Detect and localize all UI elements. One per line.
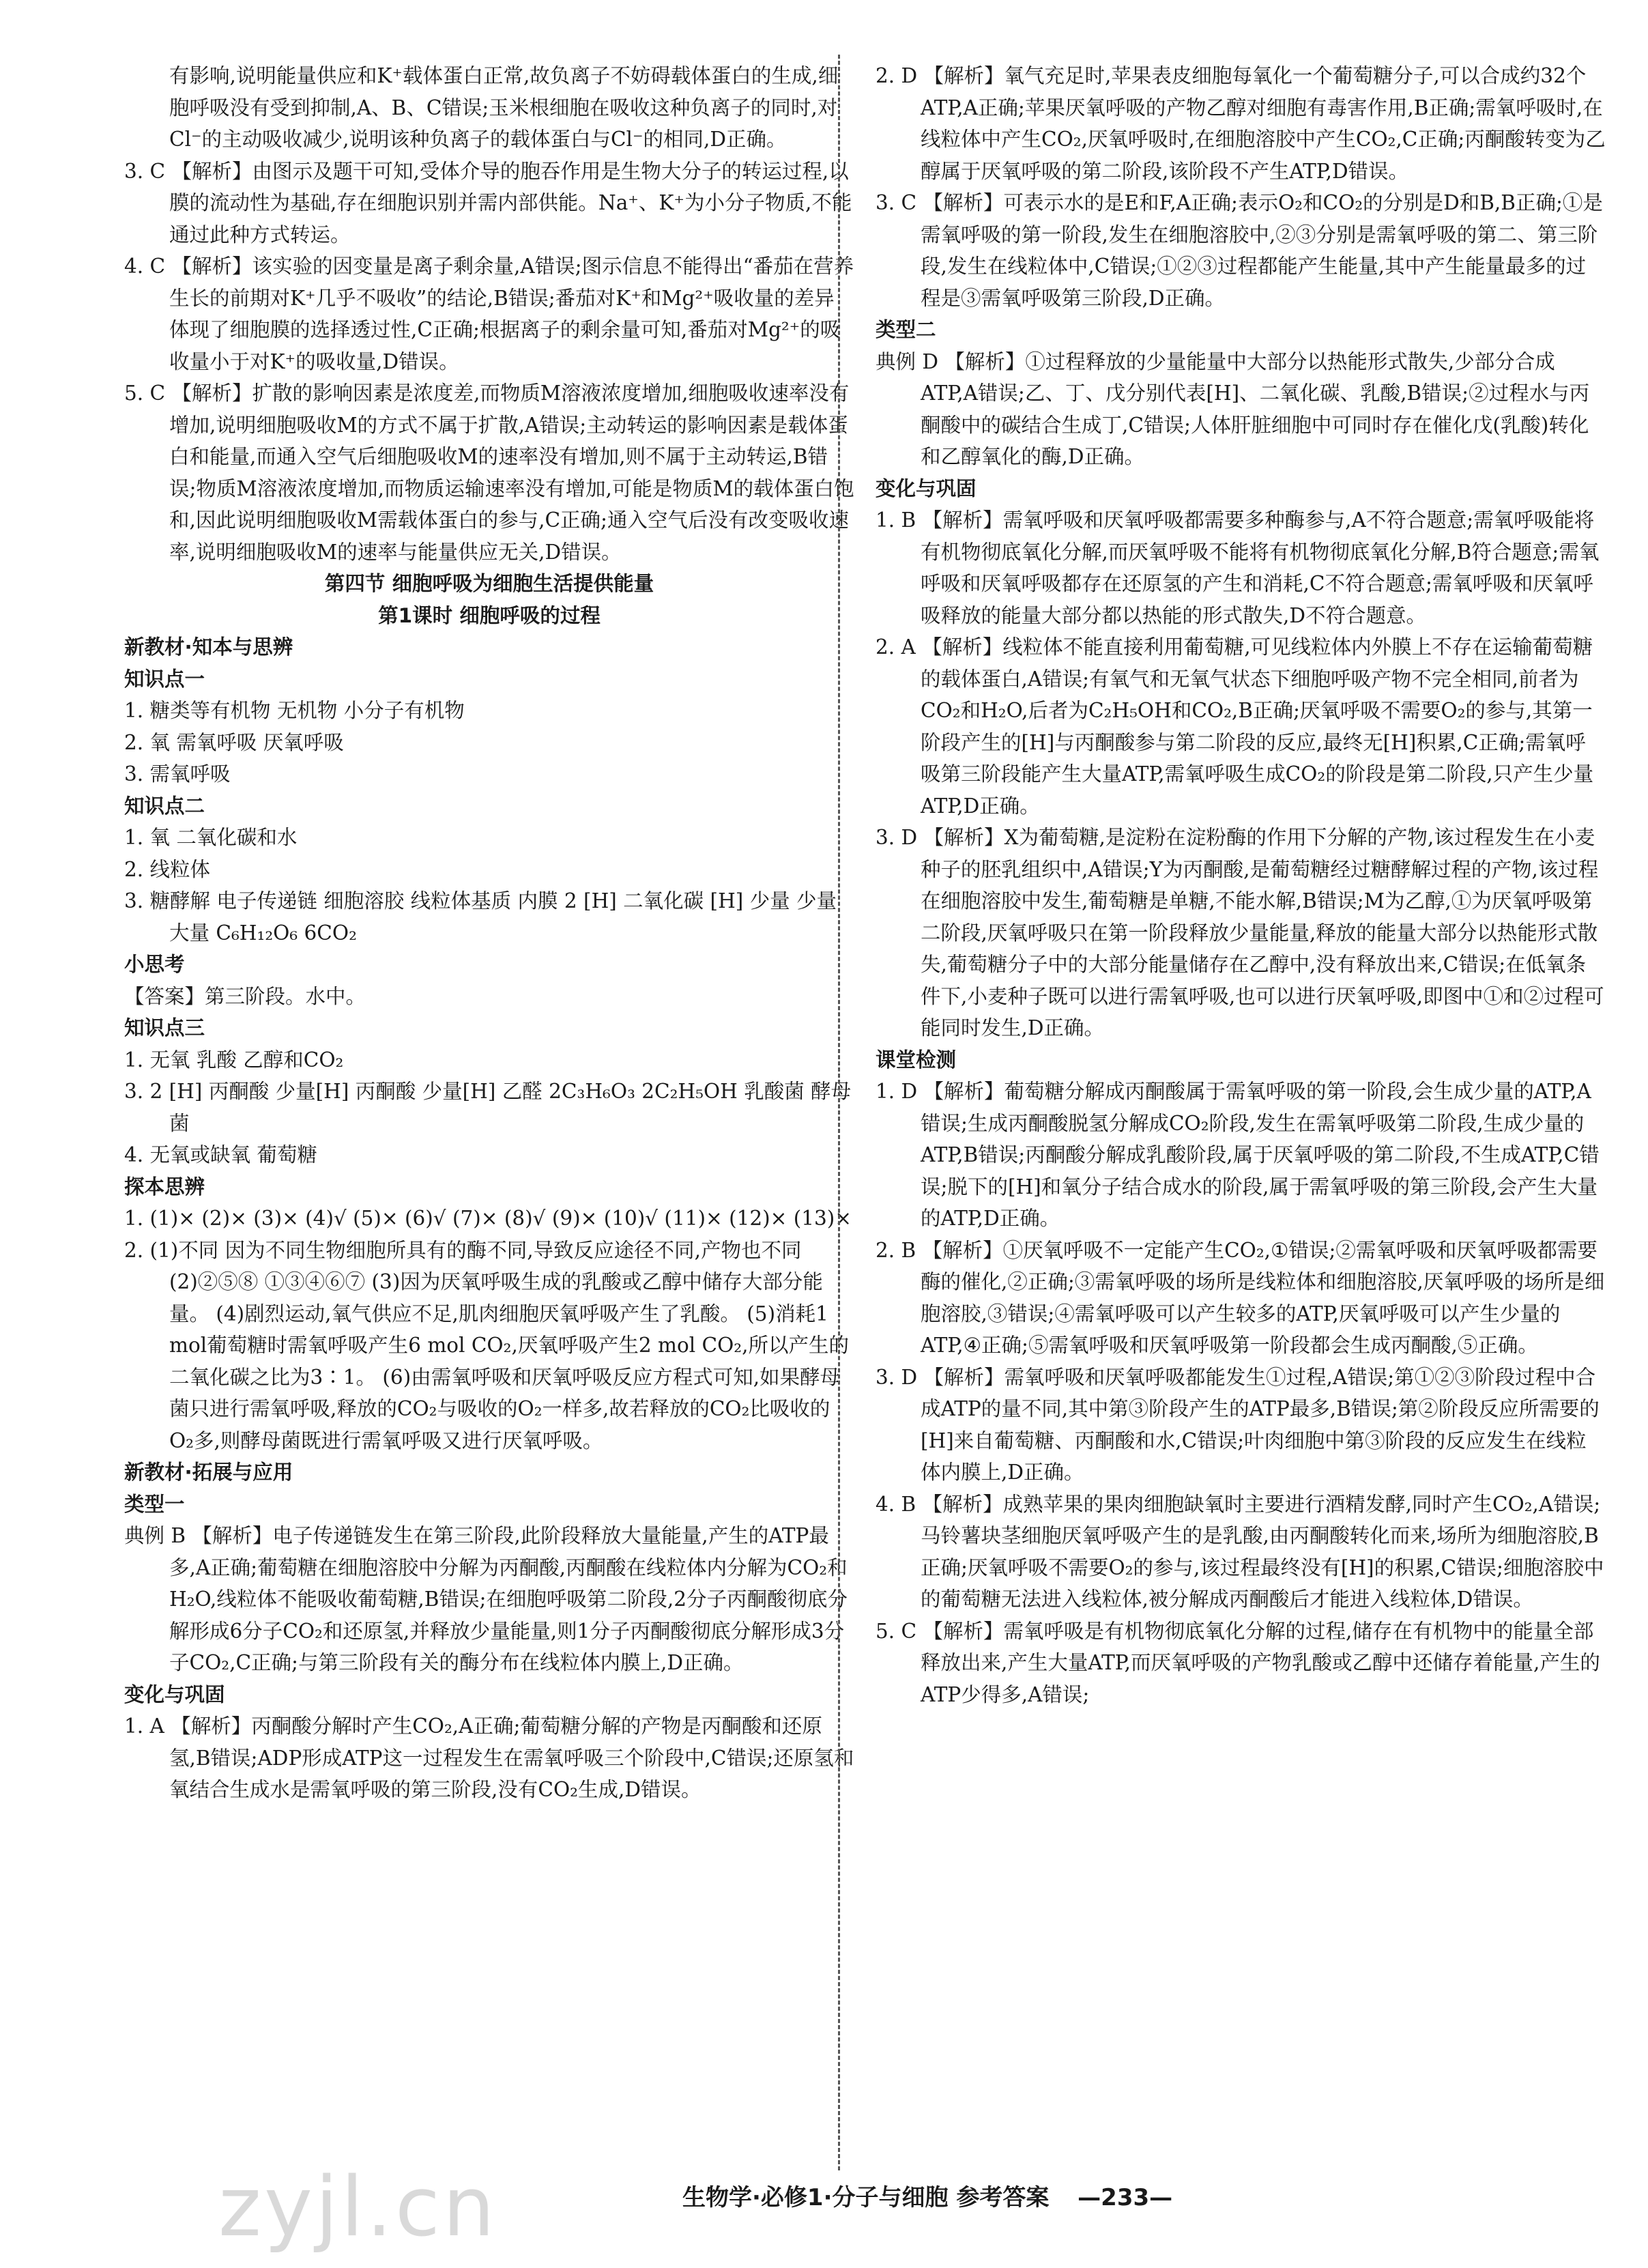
answer-item: 3. C 【解析】由图示及题干可知,受体介导的胞吞作用是生物大分子的转运过程,以膜的流动性为基础,存在细胞识别并需内部供能。Na⁺、K⁺为小分子物质,不能通过此种方式转运。 bbox=[124, 159, 852, 246]
watermark: zyjl.cn bbox=[218, 2160, 497, 2255]
lesson-title: 第1课时 细胞呼吸的过程 bbox=[378, 603, 601, 627]
section-heading: 知识点二 bbox=[124, 794, 205, 818]
answer-item: 4. B 【解析】成熟苹果的果肉细胞缺氧时主要进行酒精发酵,同时产生CO₂,A错误;马铃薯块茎细胞厌氧呼吸产生的是乳酸,由丙酮酸转化而来,场所为细胞溶胶,B正确;厌氧呼吸不需要O₂的参与,该过程最终没有[H]的积累,C错误;细胞溶胶中的葡萄糖无法进入线粒体,被分解成丙酮酸后才能进入线粒体,D错误。 bbox=[876, 1492, 1604, 1611]
page-footer bbox=[682, 2179, 1172, 2212]
answer-item: 3. 2 [H] 丙酮酸 少量[H] 丙酮酸 少量[H] 乙醛 2C₃H₆O₃ 2C₂H₅OH 乳酸菌 酵母菌 bbox=[124, 1080, 852, 1135]
paragraph: 【答案】第三阶段。水中。 bbox=[124, 984, 366, 1008]
section-heading: 课堂检测 bbox=[876, 1048, 957, 1072]
answer-item: 3. D 【解析】需氧呼吸和厌氧呼吸都能发生①过程,A错误;第①②③阶段过程中合成ATP的量不同,其中第③阶段产生的ATP最多,B错误;第②阶段反应所需要的[H]来自葡萄糖、丙酮酸和水,C错误;叶肉细胞中第③阶段的反应发生在线粒体内膜上,D正确。 bbox=[876, 1365, 1600, 1484]
section-heading: 类型二 bbox=[876, 318, 936, 341]
section-heading: 新教材·知本与思辨 bbox=[124, 635, 293, 659]
answer-item: 5. C 【解析】需氧呼吸是有机物彻底氧化分解的过程,储存在有机物中的能量全部释放出来,产生大量ATP,而厌氧呼吸的产物乳酸或乙醇中还储存着能量,产生的ATP少得多,A错误; bbox=[876, 1619, 1600, 1706]
answer-item: 1. 氧 二氧化碳和水 bbox=[124, 826, 298, 849]
answer-item: 4. C 【解析】该实验的因变量是离子剩余量,A错误;图示信息不能得出“番茄在营养生长的前期对K⁺几乎不吸收”的结论,B错误;番茄对K⁺和Mg²⁺吸收量的差异体现了细胞膜的选择透过性,C正确;根据离子的剩余量可知,番茄对Mg²⁺的吸收量小于对K⁺的吸收量,D错误。 bbox=[124, 255, 854, 373]
paragraph: 有影响,说明能量供应和K⁺载体蛋白正常,故负离子不妨碍载体蛋白的生成,细胞呼吸没有受到抑制,A、B、C错误;玉米根细胞在吸收这种负离子的同时,对Cl⁻的主动吸收减少,说明该种负离子的载体蛋白与Cl⁻的相同,D正确。 bbox=[169, 64, 839, 151]
answer-item: 1. B 【解析】需氧呼吸和厌氧呼吸都需要多种酶参与,A不符合题意;需氧呼吸能将有机物彻底氧化分解,而厌氧呼吸不能将有机物彻底氧化分解,B符合题意;需氧呼吸和厌氧呼吸都存在还原氢的产生和消耗,C不符合题意;需氧呼吸和厌氧呼吸释放的能量大部分都以热能的形式散失,D不符合题意。 bbox=[876, 508, 1600, 627]
section-heading: 变化与巩固 bbox=[876, 476, 977, 500]
answer-item: 3. 糖酵解 电子传递链 细胞溶胶 线粒体基质 内膜 2 [H] 二氧化碳 [H] 少量 少量 大量 C₆H₁₂O₆ 6CO₂ bbox=[124, 889, 837, 945]
answer-item: 2. A 【解析】线粒体不能直接利用葡萄糖,可见线粒体内外膜上不存在运输葡萄糖的载体蛋白,A错误;有氧气和无氧气状态下细胞呼吸产物不完全相同,前者为CO₂和H₂O,后者为C₂H₅OH和CO₂,B正确;厌氧呼吸不需要O₂的参与,其第一阶段产生的[H]与丙酮酸参与第二阶段的反应,最终无[H]积累,C正确;需氧呼吸第三阶段能产生大量ATP,需氧呼吸生成CO₂的阶段是第二阶段,只产生少量ATP,D正确。 bbox=[876, 635, 1594, 818]
page-number: —233— bbox=[1078, 2184, 1173, 2211]
answer-item: 5. C 【解析】扩散的影响因素是浓度差,而物质M溶液浓度增加,细胞吸收速率没有增加,说明细胞吸收M的方式不属于扩散,A错误;主动转运的影响因素是载体蛋白和能量,而通入空气后细胞吸收M的速率没有增加,则不属于主动转运,B错误;物质M溶液浓度增加,而物质运输速率没有增加,可能是物质M的载体蛋白饱和,因此说明细胞吸收M需载体蛋白的参与,C正确;通入空气后没有改变吸收速率,说明细胞吸收M的速率与能量供应无关,D错误。 bbox=[124, 382, 854, 564]
section-heading: 小思考 bbox=[124, 953, 185, 976]
section-heading: 探本思辨 bbox=[124, 1175, 205, 1198]
section-title: 第四节 细胞呼吸为细胞生活提供能量 bbox=[324, 572, 654, 595]
right-column bbox=[876, 60, 1606, 1710]
section-heading: 变化与巩固 bbox=[124, 1682, 225, 1706]
answer-item: 4. 无氧或缺氧 葡萄糖 bbox=[124, 1143, 317, 1166]
section-heading: 知识点三 bbox=[124, 1016, 205, 1039]
answer-item: 1. 糖类等有机物 无机物 小分子有机物 bbox=[124, 699, 465, 722]
section-heading: 新教材·拓展与应用 bbox=[124, 1461, 293, 1484]
answer-item: 2. 氧 需氧呼吸 厌氧呼吸 bbox=[124, 730, 344, 754]
answer-item: 1. D 【解析】葡萄糖分解成丙酮酸属于需氧呼吸的第一阶段,会生成少量的ATP,A错误;生成丙酮酸脱氢分解成CO₂阶段,发生在需氧呼吸第二阶段,生成少量的ATP,B错误;丙酮酸分解成乳酸阶段,属于厌氧呼吸的第二阶段,不生成ATP,C错误;脱下的[H]和氧分子结合成水的阶段,属于需氧呼吸的第三阶段,会产生大量的ATP,D正确。 bbox=[876, 1080, 1600, 1230]
left-column bbox=[124, 60, 854, 1806]
answer-item: 2. (1)不同 因为不同生物细胞所具有的酶不同,导致反应途径不同,产物也不同 (2)②⑤⑧ ①③④⑥⑦ (3)因为厌氧呼吸生成的乳酸或乙醇中储存大部分能量。 (4)剧烈运动,氧气供应不足,肌肉细胞厌氧呼吸产生了乳酸。 (5)消耗1 mol葡萄糖时需氧呼吸产生6 mol CO₂,厌氧呼吸产生2 mol CO₂,所以产生的二氧化碳之比为3∶1。 (6)由需氧呼吸和厌氧呼吸反应方程式可知,如果酵母菌只进行需氧呼吸,释放的CO₂与吸收的O₂一样多,故若释放的CO₂比吸收的O₂多,则酵母菌既进行需氧呼吸又进行厌氧呼吸。 bbox=[124, 1238, 849, 1452]
answer-item: 典例 B 【解析】电子传递链发生在第三阶段,此阶段释放大量能量,产生的ATP最多,A正确;葡萄糖在细胞溶胶中分解为丙酮酸,丙酮酸在线粒体内分解为CO₂和H₂O,线粒体不能吸收葡萄糖,B错误;在细胞呼吸第二阶段,2分子丙酮酸彻底分解形成6分子CO₂和还原氢,并释放少量能量,则1分子丙酮酸彻底分解形成3分子CO₂,C正确;与第三阶段有关的酶分布在线粒体内膜上,D正确。 bbox=[124, 1524, 848, 1674]
answer-item: 1. 无氧 乳酸 乙醇和CO₂ bbox=[124, 1048, 344, 1072]
answer-item: 2. B 【解析】①厌氧呼吸不一定能产生CO₂,①错误;②需氧呼吸和厌氧呼吸都需要酶的催化,②正确;③需氧呼吸的场所是线粒体和细胞溶胶,厌氧呼吸的场所是细胞溶胶,③错误;④需氧呼吸可以产生较多的ATP,厌氧呼吸可以产生少量的ATP,④正确;⑤需氧呼吸和厌氧呼吸第一阶段都会生成丙酮酸,⑤正确。 bbox=[876, 1238, 1605, 1357]
section-heading: 知识点一 bbox=[124, 667, 205, 691]
answer-item: 3. 需氧呼吸 bbox=[124, 762, 231, 786]
answer-item: 3. C 【解析】可表示水的是E和F,A正确;表示O₂和CO₂的分别是D和B,B正确;①是需氧呼吸的第一阶段,发生在细胞溶胶中,②③分别是需氧呼吸的第二、第三阶段,发生在线粒体中,C错误;①②③过程都能产生能量,其中产生能量最多的过程是③需氧呼吸第三阶段,D正确。 bbox=[876, 191, 1603, 310]
footer-text: 生物学·必修1·分子与细胞 参考答案 bbox=[682, 2184, 1050, 2211]
section-heading: 类型一 bbox=[124, 1492, 185, 1516]
answer-item: 1. A 【解析】丙酮酸分解时产生CO₂,A正确;葡萄糖分解的产物是丙酮酸和还原氢,B错误;ADP形成ATP这一过程发生在需氧呼吸三个阶段中,C错误;还原氢和氧结合生成水是需氧呼吸的第三阶段,没有CO₂生成,D错误。 bbox=[124, 1714, 854, 1801]
answer-item: 2. D 【解析】氧气充足时,苹果表皮细胞每氧化一个葡萄糖分子,可以合成约32个ATP,A正确;苹果厌氧呼吸的产物乙醇对细胞有毒害作用,B正确;需氧呼吸时,在线粒体中产生CO₂,厌氧呼吸时,在细胞溶胶中产生CO₂,C正确;丙酮酸转变为乙醇属于厌氧呼吸的第二阶段,该阶段不产生ATP,D错误。 bbox=[876, 64, 1606, 183]
answer-item: 典例 D 【解析】①过程释放的少量能量中大部分以热能形式散失,少部分合成ATP,A错误;乙、丁、戊分别代表[H]、二氧化碳、乳酸,B错误;②过程水与丙酮酸中的碳结合生成丁,C错误;人体肝脏细胞中可同时存在催化戊(乳酸)转化和乙醇氧化的酶,D正确。 bbox=[876, 349, 1590, 468]
answer-item: 2. 线粒体 bbox=[124, 857, 211, 881]
answer-item: 3. D 【解析】X为葡萄糖,是淀粉在淀粉酶的作用下分解的产物,该过程发生在小麦种子的胚乳组织中,A错误;Y为丙酮酸,是葡萄糖经过糖酵解过程的产物,该过程在细胞溶胶中发生,葡萄糖是单糖,不能水解,B错误;M为乙醇,①为厌氧呼吸第二阶段,厌氧呼吸只在第一阶段释放少量能量,释放的能量大部分以热能形式散失,葡萄糖分子中的大部分能量储存在乙醇中,没有释放出来,C错误;在低氧条件下,小麦种子既可以进行需氧呼吸,也可以进行厌氧呼吸,即图中①和②过程可能同时发生,D正确。 bbox=[876, 826, 1604, 1039]
answer-item: 1. (1)× (2)× (3)× (4)√ (5)× (6)√ (7)× (8)√ (9)× (10)√ (11)× (12)× (13)× bbox=[124, 1207, 852, 1230]
column-divider bbox=[838, 55, 840, 2170]
